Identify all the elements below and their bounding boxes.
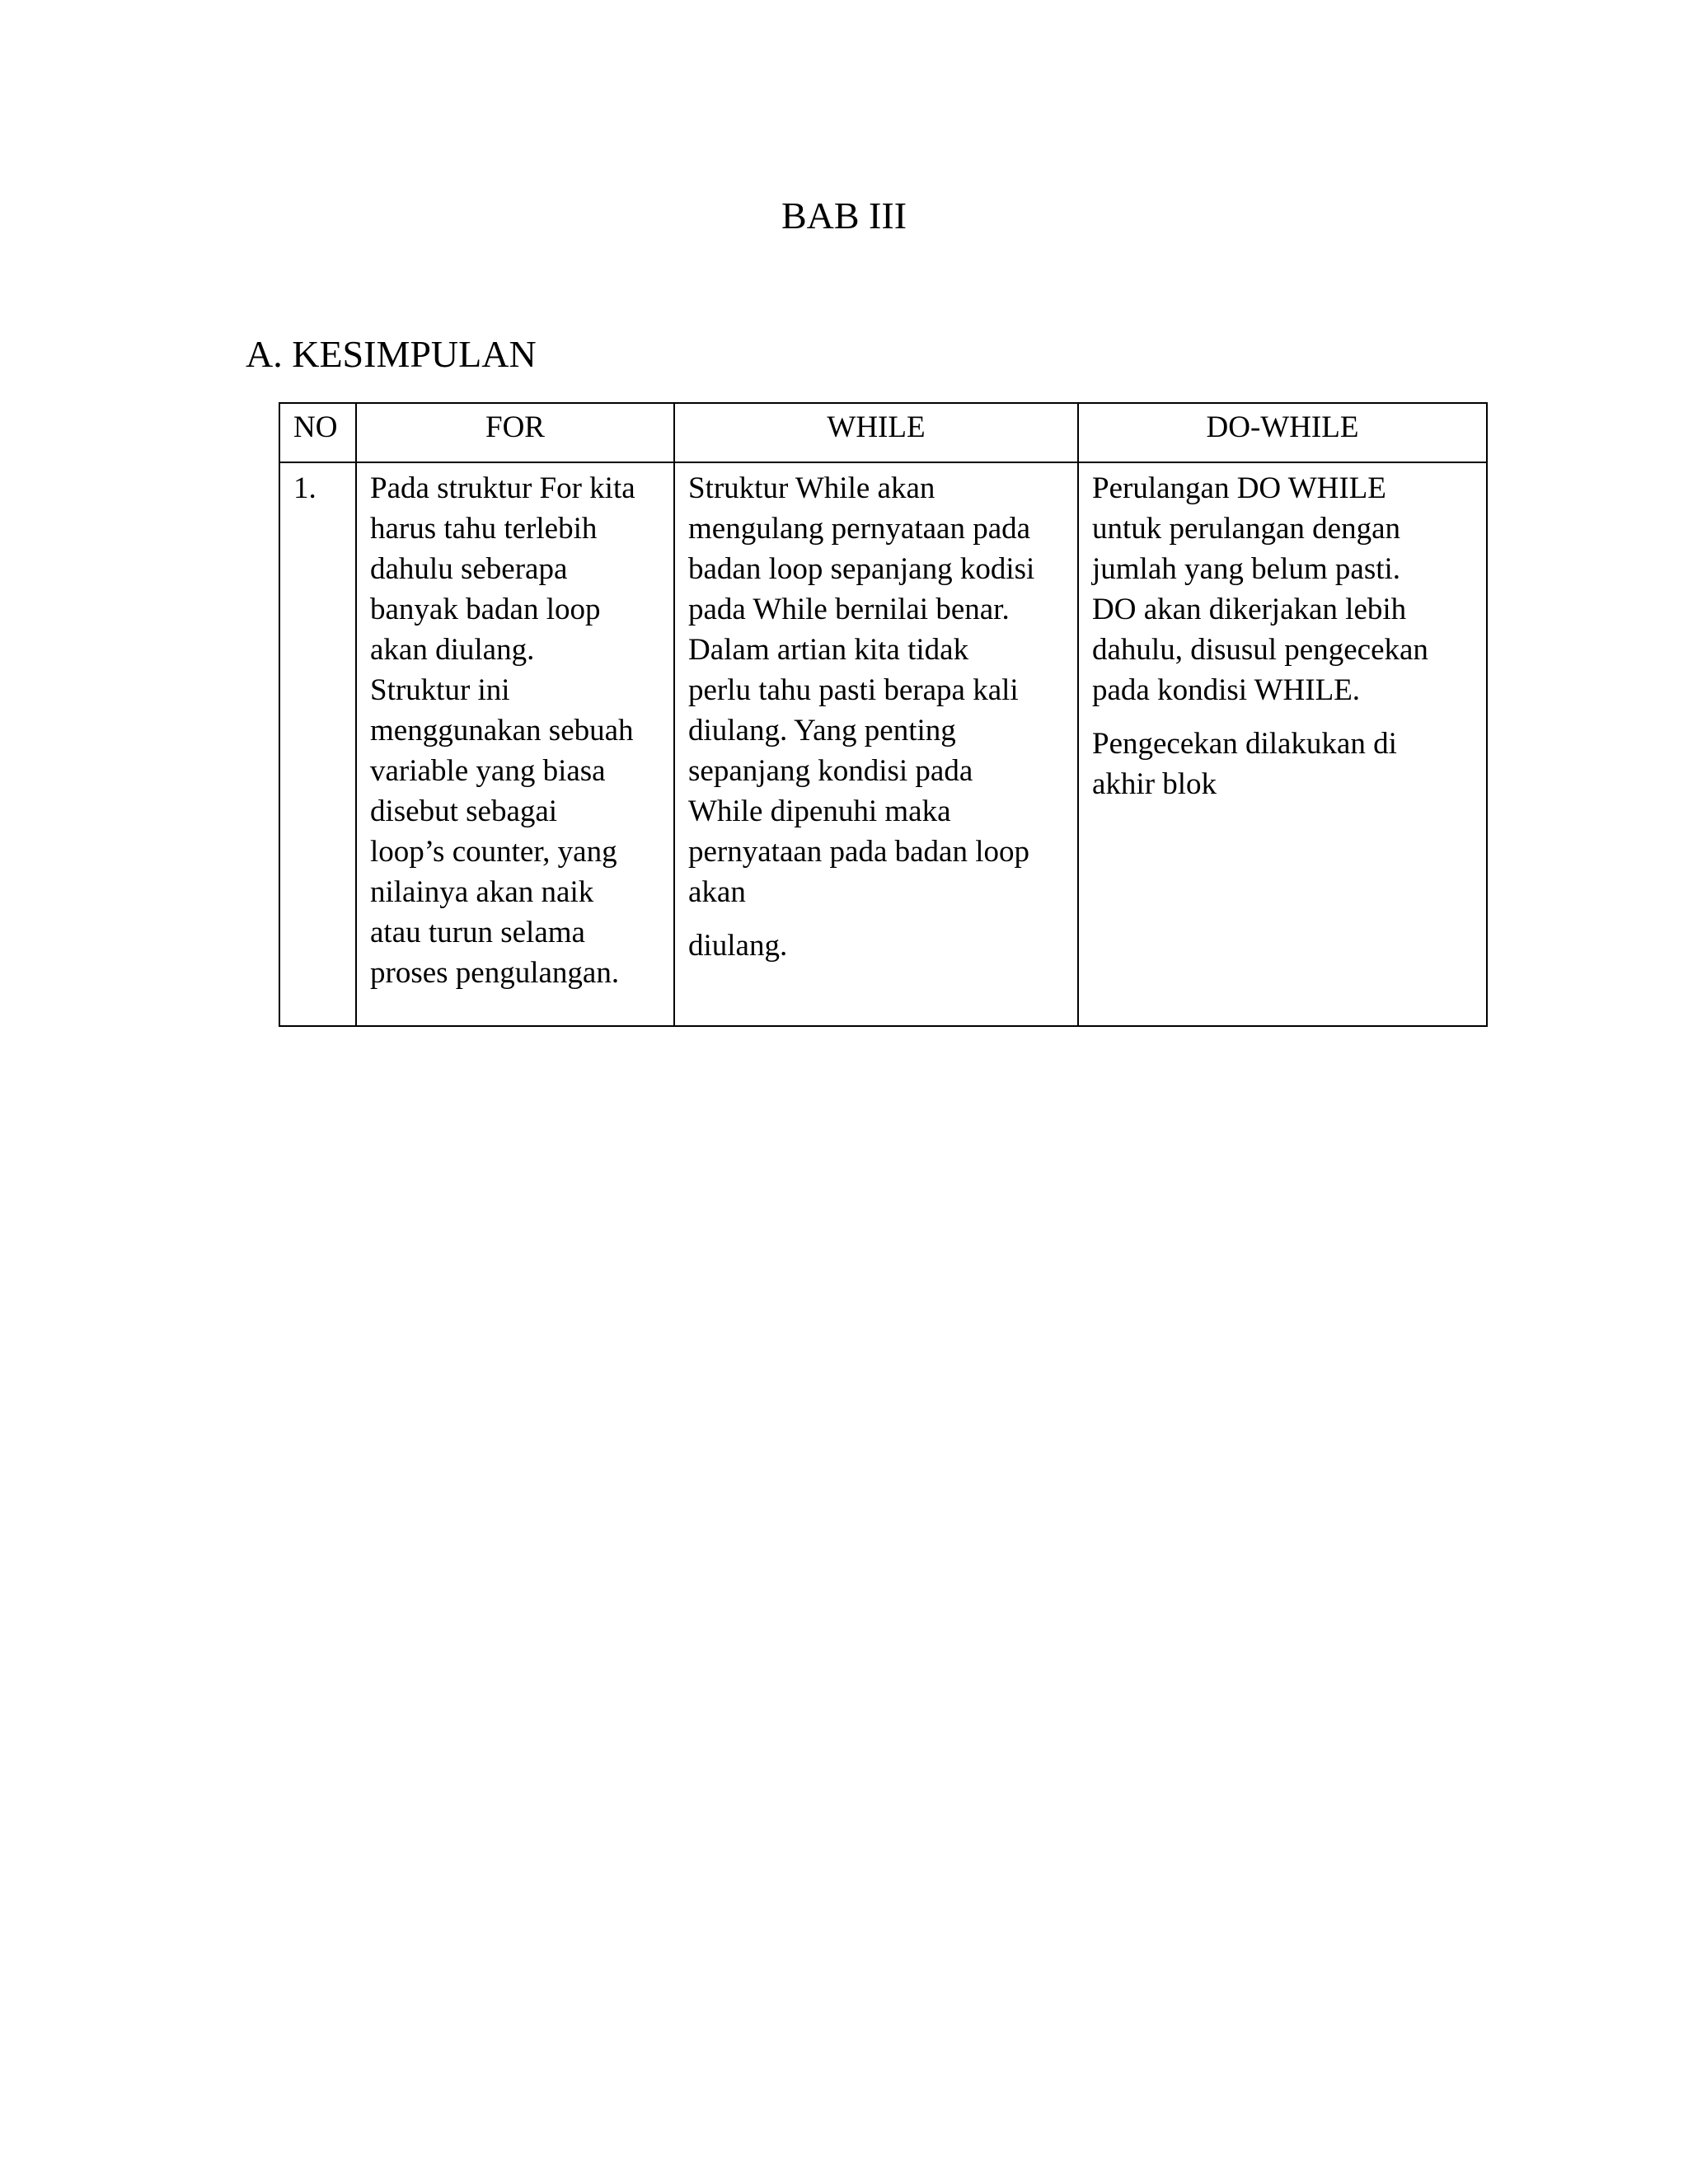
header-no: NO — [279, 403, 356, 462]
do-while-note: Pengecekan dilakukan di akhir blok — [1092, 727, 1397, 801]
while-paragraph-continuation: diulang. — [688, 929, 788, 963]
table-row — [279, 462, 1487, 1026]
chapter-title: BAB III — [781, 194, 907, 237]
header-for: FOR — [356, 403, 674, 462]
while-paragraph: Struktur While akan mengulang pernyataan pada badan loop sepanjang kodisi pada While bernilai benar. Dalam artian kita tidak perlu tahu pasti berapa kali diulang. Yang penting sepanjang kondisi pada While dipenuhi maka pernyataan pada badan loop akan — [688, 471, 1035, 909]
cell-do-while — [1078, 462, 1487, 1026]
cell-for — [356, 462, 674, 1026]
table-header-row — [279, 403, 1487, 462]
header-do-while: DO-WHILE — [1078, 403, 1487, 462]
conclusion-table — [279, 402, 1488, 1027]
cell-no: 1. — [279, 462, 356, 1026]
do-while-paragraph: Perulangan DO WHILE untuk perulangan dengan jumlah yang belum pasti. DO akan dikerjakan lebih dahulu, disusul pengecekan pada kondisi WHILE. — [1092, 471, 1428, 707]
cell-while — [674, 462, 1078, 1026]
for-paragraph: Pada struktur For kita harus tahu terlebih dahulu seberapa banyak badan loop akan diulang. Struktur ini menggunakan sebuah variable yang biasa disebut sebagai loop’s counter, yang nilainya akan naik atau turun selama proses pengulangan. — [370, 471, 635, 990]
header-while: WHILE — [674, 403, 1078, 462]
section-title: A. KESIMPULAN — [246, 333, 537, 375]
